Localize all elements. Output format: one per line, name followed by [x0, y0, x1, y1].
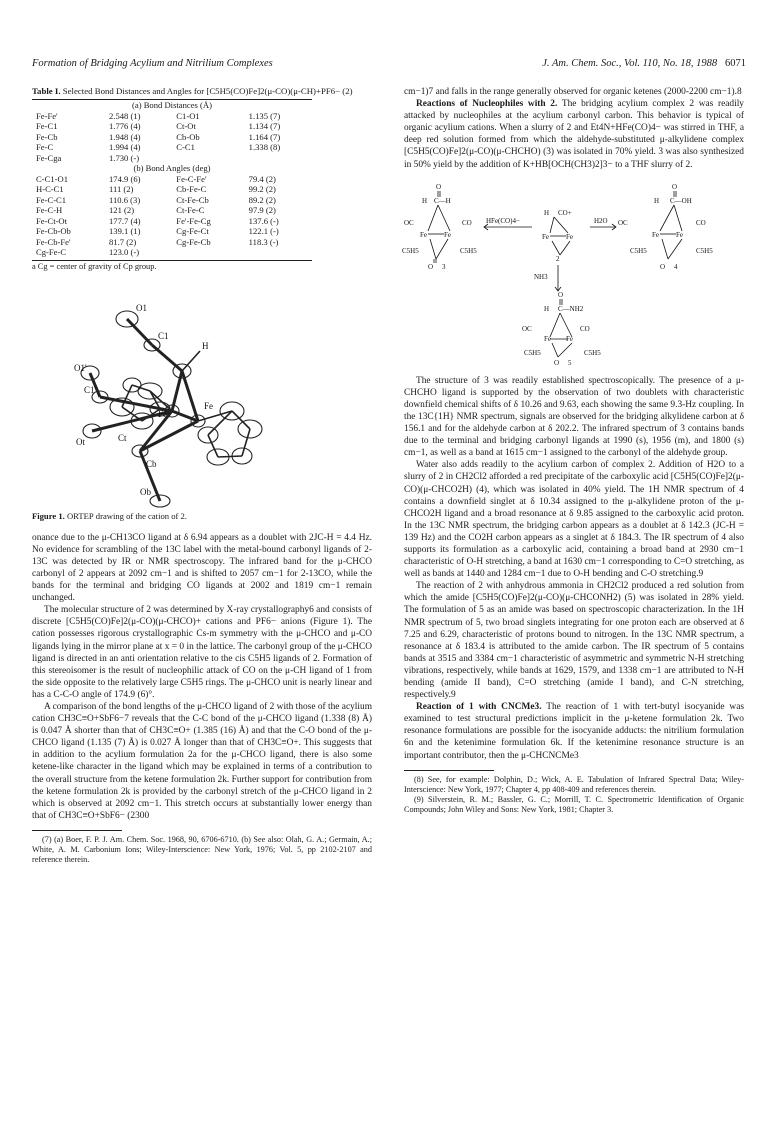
figure-caption [32, 510, 372, 522]
ortep-drawing [32, 281, 332, 506]
bond-value: 1.994 (4) [109, 142, 141, 152]
compound-2-label: 2 [556, 254, 560, 263]
bond-label: Fe-C-C1 [36, 194, 67, 205]
left-paragraph: The molecular structure of 2 was determined by X-ray crystallography6 and consists of discrete [C5H5(CO)Fe]2(μ-CO)(μ-CHCO)+ cations and PF6− anions (Figure 1). The cation possesses rigorous crystallographic Cs-m symmetry with the μ-CHCO and μ-CO ligands lying in the mirror plane at x = 0 in the lattice. The carbonyl group of the μ-CHCO ligand is directed in an anti orientation relative to the cis C5H5 ligands of 2. Formation of this stereoisomer is the result of nucleophilic attack of CO on the μ-CH ligand of 1 from the side opposite to the relatively large C5H5 rings. The μ-CHCO unit is nearly linear and has a C-C-O angle of 174.9 (6)°. [32, 605, 372, 700]
svg-text:Fe: Fe [566, 334, 573, 343]
bond-value: 1.134 (7) [248, 121, 281, 131]
table-section-head [32, 100, 312, 111]
bond-label: Cg-Fe-C [36, 247, 67, 257]
bond-label: C-C1-O1 [36, 173, 68, 184]
atom-label-c1: C1 [158, 330, 169, 341]
bond-label: Fe'-Fe-Cg [176, 215, 211, 226]
atom-label-o1: O1 [136, 302, 147, 313]
table-row [32, 174, 312, 185]
bond-value [245, 247, 312, 258]
bond-value: 79.4 (2) [248, 173, 276, 184]
atom-label-ob: Ob [140, 486, 151, 497]
svg-text:C5H5: C5H5 [524, 348, 541, 357]
bond-value: 2.548 (1) [109, 110, 141, 121]
bond-label: Fe-C1 [36, 121, 58, 131]
table-row [32, 195, 312, 206]
table-row [32, 226, 312, 237]
reagent-h2o: H2O [594, 216, 608, 225]
atom-label-cb: Cb [146, 458, 157, 469]
bond-value: 1.135 (7) [248, 110, 281, 121]
table-row [32, 237, 312, 248]
table-label: Table I. [32, 86, 61, 96]
bond-label: Fe-C [36, 142, 54, 152]
section-heading: Reactions of Nucleophiles with 2. [416, 99, 558, 110]
right-paragraph: The reaction of 2 with anhydrous ammonia in CH2Cl2 produced a red solution from which the amide [C5H5(CO)Fe]2(μ-CO)(μ-CHCONH2) (5) was isolated in 28% yield. The formulation of 5 as an amide was based on spectroscopic characterization. In the 1H NMR spectrum of 5, two broad singlets integrating for one proton each are observed at δ 7.25 and 6.29, characteristic of protons bound to nitrogen. In the 13C NMR spectrum, a resonance at δ 183.4 is attributed to the amide carbon. The IR spectrum of 5 contains bands at 3515 and 3384 cm−1 characteristic of asymmetric and symmetric N-H stretching vibrations, respectively, while bands at 1629, 1579, and 1338 cm−1 are attributed to N-H bending (amide II band), C=O stretching (amide I band), and C-N stretching, respectively.9 [404, 581, 744, 701]
table-row [32, 121, 312, 132]
svg-text:CO: CO [580, 324, 590, 333]
scheme-drawing [404, 177, 744, 367]
bond-label: Fe-Cb [36, 131, 58, 142]
table-row [32, 184, 312, 195]
svg-text:C—NH2: C—NH2 [558, 304, 584, 313]
right-paragraph [404, 701, 744, 761]
bond-table [32, 99, 312, 258]
bond-label: Fe-Ct-Ot [36, 215, 68, 226]
bond-value: 118.3 (-) [248, 236, 279, 247]
svg-text:Fe: Fe [444, 230, 451, 239]
bond-value: 123.0 (-) [109, 247, 140, 257]
svg-text:Fe: Fe [542, 232, 549, 241]
svg-text:OC: OC [522, 324, 532, 333]
bond-label [172, 153, 244, 164]
table-row [32, 216, 312, 227]
svg-text:C—OH: C—OH [670, 196, 692, 205]
atom-label-ot: Ot [76, 436, 85, 447]
running-header [32, 58, 746, 69]
bond-label [172, 247, 244, 258]
bond-value: 89.2 (2) [248, 194, 276, 205]
table-row [32, 247, 312, 258]
bond-value: 97.9 (2) [248, 205, 276, 215]
bond-value [245, 153, 312, 164]
section-heading: Reaction of 1 with CNCMe3. [416, 702, 542, 713]
table-section-title: (b) Bond Angles (deg) [133, 163, 211, 173]
svg-text:Fe: Fe [652, 230, 659, 239]
svg-text:O: O [672, 182, 678, 191]
right-paragraph [404, 98, 744, 171]
svg-text:C5H5: C5H5 [584, 348, 601, 357]
caption-text: drawing of the cation of 2. [93, 510, 187, 521]
figure-label: Figure 1. [32, 510, 65, 521]
atom-label-fe1: Fe [158, 408, 167, 419]
footnote-8: (8) See, for example: Dolphin, D.; Wick, A. E. Tabulation of Infrared Spectral Data; Wiley-Interscience: New York, 1977; Chapter 4, pp 408-409 and references therein. [404, 774, 744, 794]
right-paragraph: cm−1)7 and falls in the range generally observed for organic ketenes (2000-2200 cm−1).8 [404, 87, 742, 97]
svg-text:H: H [544, 208, 550, 217]
bond-label: Cb-Fe-C [176, 184, 207, 194]
paragraph-text: The reaction of 1 with tert-butyl isocyanide was examined to test structural predictions implicit in the μ-ketene formulation 2k. Two resonance formulations are possible for the isocyanide adducts: the nitrilium formulation 6n and the ketenimine formulation 6k. If the ketenimine resonance structure is an important contributor, then the μ-CHCNCMe3 [404, 702, 744, 761]
compound-5-label: 5 [568, 358, 572, 367]
svg-text:O: O [428, 262, 434, 271]
bond-value: 1.730 (-) [109, 152, 140, 163]
svg-text:CO+: CO+ [558, 208, 572, 217]
atom-label-ct: Ct [118, 432, 127, 443]
svg-text:O: O [660, 262, 666, 271]
svg-text:H: H [654, 196, 660, 205]
table-row [32, 153, 312, 164]
svg-text:Fe: Fe [566, 232, 573, 241]
svg-text:Fe: Fe [544, 334, 551, 343]
svg-text:O: O [436, 182, 442, 191]
bond-value: 174.9 (6) [109, 173, 141, 184]
footnote-rule [404, 770, 494, 771]
bond-value: 110.6 (3) [109, 194, 141, 205]
svg-text:C5H5: C5H5 [630, 246, 647, 255]
bond-value: 122.1 (-) [248, 226, 279, 236]
reagent-nh3: NH3 [534, 272, 548, 281]
table-row [32, 205, 312, 216]
bond-label: Fe-C-H [36, 205, 63, 215]
bond-value: 111 (2) [109, 184, 134, 194]
bond-value: 137.6 (-) [248, 215, 279, 226]
header-journal [542, 58, 746, 69]
atom-label-fe2: Fe [204, 400, 213, 411]
bond-label: C1-O1 [176, 110, 200, 121]
footnote-9: (9) Silverstein, R. M.; Bassler, G. C.; Morrill, T. C. Spectrometric Identification of Organic Compounds; John Wiley and Sons: New York, 1981; Chapter 3. [404, 794, 744, 814]
compound-4-label: 4 [674, 262, 678, 271]
bond-label: Fe-Cga [36, 152, 62, 163]
bond-label: Fe-C-Fe' [176, 173, 207, 184]
bond-label: Fe-Cb-Ob [36, 226, 71, 236]
bond-label: Cb-Ob [176, 131, 200, 142]
right-column [404, 86, 744, 815]
svg-text:OC: OC [618, 218, 628, 227]
bond-value: 99.2 (2) [248, 184, 276, 194]
bond-value: 1.164 (7) [248, 131, 281, 142]
svg-text:Fe: Fe [420, 230, 427, 239]
bond-label: H-C-C1 [36, 184, 64, 194]
svg-text:CO: CO [462, 218, 472, 227]
atom-label-o1p: O1' [74, 362, 87, 373]
compound-3-label: 3 [442, 262, 446, 271]
svg-text:O: O [554, 358, 560, 367]
bond-value: 139.1 (1) [109, 226, 141, 236]
bond-label: Fe-Fe' [36, 110, 58, 121]
bond-label: Ct-Ot [176, 121, 196, 131]
header-title: Formation of Bridging Acylium and Nitrilium Complexes [32, 58, 273, 69]
footnote-7: (7) (a) Boer, F. P. J. Am. Chem. Soc. 1968, 90, 6706-6710. (b) See also: Olah, G. A.; Germain, A.; White, A. M. Carbonium Ions; Wiley-Interscience: New York, 1976; Vol. 5, pp 2102-2107 and reference therein. [32, 834, 372, 864]
bond-value: 177.7 (4) [109, 215, 141, 226]
bond-label: C-C1 [176, 142, 195, 152]
footnote-rule [32, 830, 122, 831]
bond-value: 81.7 (2) [109, 236, 137, 247]
bond-value: 1.338 (8) [248, 142, 281, 152]
table-section-title: (a) Bond Distances (Å) [32, 100, 312, 111]
atom-label-h: H [202, 340, 209, 351]
bond-label: Ct-Fe-Cb [176, 194, 209, 205]
ortep-figure [32, 281, 332, 506]
table-section-head [32, 163, 312, 174]
table-row [32, 111, 312, 122]
paragraph-text: The bridging acylium complex 2 was readily attacked by nucleophiles at the acylium carbonyl carbon. This behavior is typical of organic acylium cations. When a slurry of 2 and Et4N+HFe(CO)4− was stirred in THF, a deep red solution formed from which the aldehyde-substituted μ-alkylidene complex [C5H5(CO)Fe]2(μ-CO)(μ-CHCHO) (3) was isolated in 70% yield. 3 was also synthesized in 50% yield by the addition of K+HB[OCH(CH3)2]3− to a THF slurry of 2. [404, 99, 744, 170]
bond-label: Ct-Fe-C [176, 205, 205, 215]
bond-value: 1.948 (4) [109, 131, 141, 142]
table-footnote: a Cg = center of gravity of Cp group. [32, 260, 312, 273]
table-row [32, 132, 312, 143]
reaction-scheme [404, 177, 744, 367]
right-paragraph: The structure of 3 was readily established spectroscopically. The presence of a μ-CHCHO ligand is supported by the observation of two doublets with characteristic downfield chemical shifts of δ 10.26 and 9.63, each showing the same 9.3-Hz coupling. In the 13C{1H} NMR spectrum, signals are observed for the bridging alkylidene carbon at δ 156.1 and for the aldehyde carbon at δ 202.2. The infrared spectrum of 3 contains bands due to the terminal and bridging carbonyl ligands at 1990 (s), 1956 (m), and 1800 (s) cm−1, as well as a band at 1615 cm−1 assigned to the carbonyl of the aldehyde group. [404, 375, 744, 459]
svg-text:C5H5: C5H5 [402, 246, 419, 255]
svg-text:C5H5: C5H5 [696, 246, 713, 255]
svg-text:C5H5: C5H5 [460, 246, 477, 255]
bond-label: Cg-Fe-Ct [176, 226, 209, 236]
bond-value: 121 (2) [109, 205, 135, 215]
svg-text:H: H [422, 196, 428, 205]
bond-label: Cg-Fe-Cb [176, 236, 211, 247]
bond-value: 1.776 (4) [109, 121, 141, 131]
atom-label-c1p: C1' [84, 384, 97, 395]
bond-label: Fe-Cb-Fe' [36, 236, 71, 247]
left-paragraph: A comparison of the bond lengths of the μ-CHCO ligand of 2 with those of the acylium cation CH3C≡O+SbF6−7 reveals that the C-C bond of the μ-CHCO ligand (1.338 (8) Å) is 0.047 Å shorter than that of CH3C≡O+ (1.385 (16) Å) and that the C-O bond of the μ-CHCO ligand (1.135 (7) Å) is 0.027 Å longer than that of CH3C≡O+. This suggests that in addition to the acylium formulation 2a for the μ-CHCO ligand, there is also some ketene-like character in the ligand which may be explained in terms of a contribution to the overall structure from the ketene formulation 2k. Further support for contribution from the ketene formulation 2k is provided by the carbonyl stretch of the μ-CHCO ligand in 2 which is observed at 2092 cm−1. This stretch occurs at substantially lower energy than that of CH3C≡O+SbF6− (2300 [32, 702, 372, 821]
svg-text:OC: OC [404, 218, 414, 227]
caption-ortep: ORTEP [66, 510, 94, 521]
table-title [32, 86, 372, 97]
svg-text:H: H [544, 304, 550, 313]
journal-citation: J. Am. Chem. Soc., Vol. 110, No. 18, 1988 [542, 58, 718, 69]
table-row [32, 142, 312, 153]
svg-text:C—H: C—H [434, 196, 451, 205]
table-title-text: Selected Bond Distances and Angles for [C5H5(CO)Fe]2(μ-CO)(μ-CH)+PF6− (2) [62, 86, 353, 96]
svg-text:Fe: Fe [676, 230, 683, 239]
svg-text:O: O [558, 290, 564, 299]
reagent-hfeco4: HFe(CO)4− [486, 216, 520, 225]
left-column [32, 86, 372, 865]
svg-text:CO: CO [696, 218, 706, 227]
page-number: 6071 [725, 58, 746, 69]
right-paragraph: Water also adds readily to the acylium carbon of complex 2. Addition of H2O to a slurry of 2 in CH2Cl2 afforded a red precipitate of the carboxylic acid [C5H5(CO)Fe]2(μ-CO)(μ-CHCO2H) (4), which was isolated in 40% yield. The 1H NMR spectrum of 4 contains a downfield singlet at δ 10.34 assigned to the μ-alkylidene proton of the μ-CHCO2H ligand and a broad resonance at δ 9.85 assigned to the carboxylic acid proton. In the 13C NMR spectrum, the bridging carbon appears as a doublet at δ 142.3 (JC-H = 139 Hz) and the CO2H carbon appears as a singlet at δ 184.3. The IR spectrum of 4 also supports its formulation as a carboxylic acid, containing a broad band at 2930 cm−1 characteristic of O-H stretching, a band at 1630 cm−1 corresponding to C=O stretching, as well as bands at 1440 and 1284 cm−1 due to O-H bending and C-O stretching.9 [404, 460, 744, 580]
left-paragraph: onance due to the μ-CH13CO ligand at δ 6.94 appears as a doublet with 2JC-H = 4.4 Hz. No evidence for scrambling of the 13C label with the metal-bound carbonyl ligands of 2-13C was detected by IR or NMR spectroscopy. The infrared band for the μ-CHCO carbonyl of 2 appears at 2092 cm−1 and is shifted to 2057 cm−1 for 2-13CO, while the bands for the terminal and bridging CO ligands at 2002 and 1819 cm−1 remain unchanged. [32, 532, 372, 604]
